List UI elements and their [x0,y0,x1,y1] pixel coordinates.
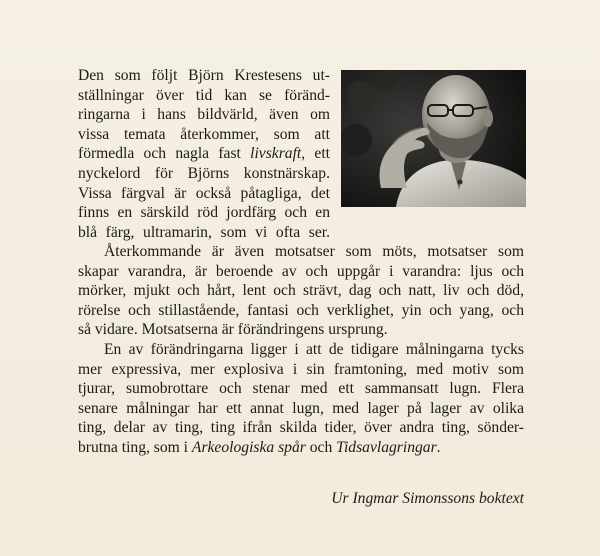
paragraph-opposites [78,242,524,340]
portrait-photo [341,70,526,207]
text-line [78,144,330,164]
text-segment: brutna ting, som i [78,438,192,456]
text-line: En av förändringarna ligger i att de tidigare målningarna tycks [104,340,524,358]
text-line: blå färg, ultramarin, som vi ofta ser. [78,223,330,241]
text-line: Återkommande är även motsatser som möts, motsatser som [104,243,524,260]
paragraph-changes [78,340,524,458]
text-segment: . [436,438,441,456]
text-line: nyckelord för Björns konstnärskap. [78,164,330,182]
portrait-image [341,70,526,207]
work-title-tidsavlagringar: Tidsavlagringar [336,438,437,456]
text-segment: och [305,438,337,456]
emphasis-livskraft: livskraft [250,145,302,163]
text-line: senare målningar har ett annat lugn, med lager på lager av olika [78,399,524,417]
text-line: så vidare. Motsatserna är förändringens ursprung. [78,321,388,339]
text-line: vissa temata återkommer, som att [78,125,330,143]
body-text [78,242,524,458]
intro-paragraph [78,66,330,242]
text-line: rörelse och stillastående, fantasi och verklighet, yin och yang, och [78,301,524,319]
text-line: mer expressiva, mer explosiva i sin framtoning, med motiv som [78,360,524,378]
work-title-arkeologiska: Arkeologiska spår [191,438,306,456]
text-segment: , ett [301,145,330,163]
text-line: ringarna i hans bildvärld, även om [78,106,330,124]
text-line: tjurar, sumobrottare och stenar med ett sammansatt lugn. Flera [78,380,524,398]
source-caption: Ur Ingmar Simonssons boktext [331,490,524,507]
text-line: ställningar över tid kan se föränd- [78,86,330,104]
text-line [78,438,524,458]
text-line: skapar varandra, är beroende av och uppgår i varandra: ljus och [78,262,524,280]
text-line: finns en särskild röd jordfärg och en [78,204,330,222]
text-segment: förmedla och nagla fast [78,145,251,163]
text-line: mörker, mjukt och hårt, lent och strävt, dag och natt, liv och död, [78,282,524,300]
text-line: Den som följt Björn Krestesens ut- [78,67,330,84]
text-line: Vissa färgval är också påtagliga, det [78,184,330,202]
text-line: ting, delar av ting, ting ifrån skilda tider, över andra ting, sönder- [78,419,524,437]
